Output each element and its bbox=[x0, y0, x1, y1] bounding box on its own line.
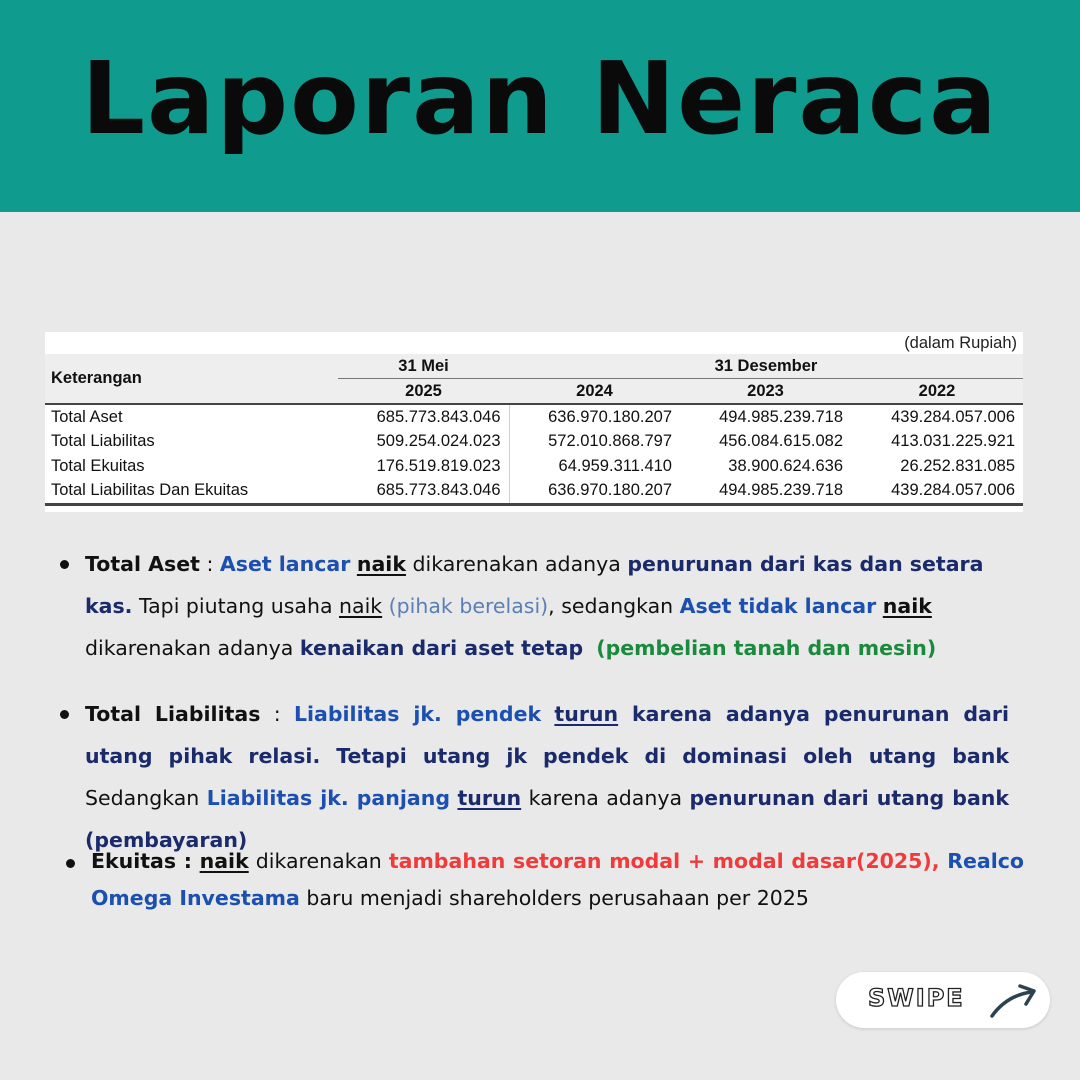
curved-arrow-icon bbox=[986, 980, 1042, 1022]
highlight-kenaikan-aset-tetap: kenaikan dari aset tetap bbox=[299, 636, 584, 660]
cell-value: 636.970.180.207 bbox=[509, 479, 680, 505]
cell-value: 685.773.843.046 bbox=[338, 479, 509, 505]
highlight-liabilitas-pendek: Liabilitas jk. pendek bbox=[293, 702, 542, 726]
body-text: dikarenakan adanya bbox=[405, 552, 628, 576]
separator: : bbox=[260, 702, 294, 726]
separator: : bbox=[199, 552, 220, 576]
highlight-aset-tidak-lancar: Aset tidak lancar bbox=[679, 594, 877, 618]
swipe-button[interactable] bbox=[836, 972, 1050, 1028]
highlight-penurunan-kas: penurunan dari kas dan setara kas. bbox=[85, 552, 984, 618]
highlight-naik: naik bbox=[882, 594, 932, 618]
cell-value: 413.031.225.921 bbox=[891, 432, 1015, 451]
body-text: karena adanya bbox=[521, 786, 690, 810]
cell-value: 439.284.057.006 bbox=[891, 407, 1015, 426]
highlight-naik: naik bbox=[339, 594, 383, 618]
bullet-title: Ekuitas : bbox=[91, 849, 200, 873]
cell-value: 64.959.311.410 bbox=[558, 456, 672, 475]
bullet-total-aset bbox=[58, 543, 1020, 669]
highlight-aset-lancar: Aset lancar bbox=[219, 552, 351, 576]
bullet-title: Total Liabilitas bbox=[85, 702, 261, 726]
year-header: 2023 bbox=[680, 379, 851, 405]
row-label: Total Liabilitas bbox=[51, 432, 155, 451]
highlight-realco: Realco Omega Investama bbox=[91, 849, 1025, 910]
highlight-naik: naik bbox=[356, 552, 406, 576]
cell-value: 26.252.831.085 bbox=[900, 456, 1015, 475]
highlight-pihak-berelasi: (pihak berelasi) bbox=[382, 594, 549, 618]
cell-value: 636.970.180.207 bbox=[548, 407, 672, 426]
cell-value: 456.084.615.082 bbox=[719, 432, 843, 451]
header-31-desember: 31 Desember bbox=[509, 354, 1023, 379]
body-text: dikarenakan adanya bbox=[85, 636, 300, 660]
highlight-turun: turun bbox=[554, 702, 619, 726]
table-row bbox=[45, 404, 1023, 430]
table-row bbox=[45, 479, 1023, 505]
year-header: 2022 bbox=[851, 379, 1023, 405]
highlight-pembelian: (pembelian tanah dan mesin) bbox=[596, 636, 937, 660]
cell-value: 38.900.624.636 bbox=[728, 456, 843, 475]
bullet-title: Total Aset bbox=[85, 552, 200, 576]
year-header: 2024 bbox=[509, 379, 680, 405]
table-row bbox=[45, 454, 1023, 479]
bullet-dot-icon bbox=[60, 560, 69, 569]
highlight-setoran-modal: tambahan setoran modal + modal dasar(2025), bbox=[388, 849, 940, 873]
bullet-dot-icon bbox=[66, 859, 75, 868]
cell-value: 439.284.057.006 bbox=[851, 479, 1023, 505]
body-text: Tapi piutang usaha bbox=[132, 594, 340, 618]
bullet-ekuitas bbox=[64, 843, 1024, 917]
highlight-liabilitas-panjang: Liabilitas jk. panjang bbox=[206, 786, 450, 810]
currency-unit-note: (dalam Rupiah) bbox=[904, 333, 1017, 352]
body-text: , sedangkan bbox=[548, 594, 680, 618]
body-text: baru menjadi shareholders perusahaan per 2025 bbox=[299, 886, 809, 910]
swipe-label: SWIPE bbox=[868, 984, 965, 1012]
cell-value: 494.985.239.718 bbox=[719, 407, 843, 426]
body-text: dikarenakan bbox=[248, 849, 389, 873]
cell-value: 685.773.843.046 bbox=[338, 404, 509, 430]
bullet-total-liabilitas bbox=[58, 693, 1009, 861]
highlight-turun: turun bbox=[457, 786, 522, 810]
header-banner bbox=[0, 0, 1080, 212]
balance-sheet-table bbox=[45, 332, 1023, 512]
body-text: Sedangkan bbox=[85, 786, 207, 810]
cell-value: 572.010.868.797 bbox=[548, 432, 672, 451]
page-title: Laporan Neraca bbox=[81, 40, 999, 157]
cell-value: 494.985.239.718 bbox=[680, 479, 851, 505]
cell-value: 176.519.819.023 bbox=[338, 454, 509, 479]
cell-value: 509.254.024.023 bbox=[338, 430, 509, 455]
header-31-mei: 31 Mei bbox=[338, 354, 509, 379]
highlight-naik: naik bbox=[199, 849, 249, 873]
year-header: 2025 bbox=[338, 379, 509, 405]
highlight-penurunan-utang-relasi: karena adanya penurunan dari utang pihak relasi. Tetapi utang jk pendek di dominasi oleh utang bank bbox=[85, 702, 1009, 768]
row-label: Total Aset bbox=[51, 407, 123, 426]
highlight-penurunan-utang-bank: penurunan dari utang bank (pembayaran) bbox=[85, 786, 1010, 852]
table-row bbox=[45, 430, 1023, 455]
row-label: Total Liabilitas Dan Ekuitas bbox=[45, 479, 338, 505]
bullet-dot-icon bbox=[60, 710, 69, 719]
row-header-keterangan: Keterangan bbox=[45, 354, 338, 404]
row-label: Total Ekuitas bbox=[51, 456, 145, 475]
